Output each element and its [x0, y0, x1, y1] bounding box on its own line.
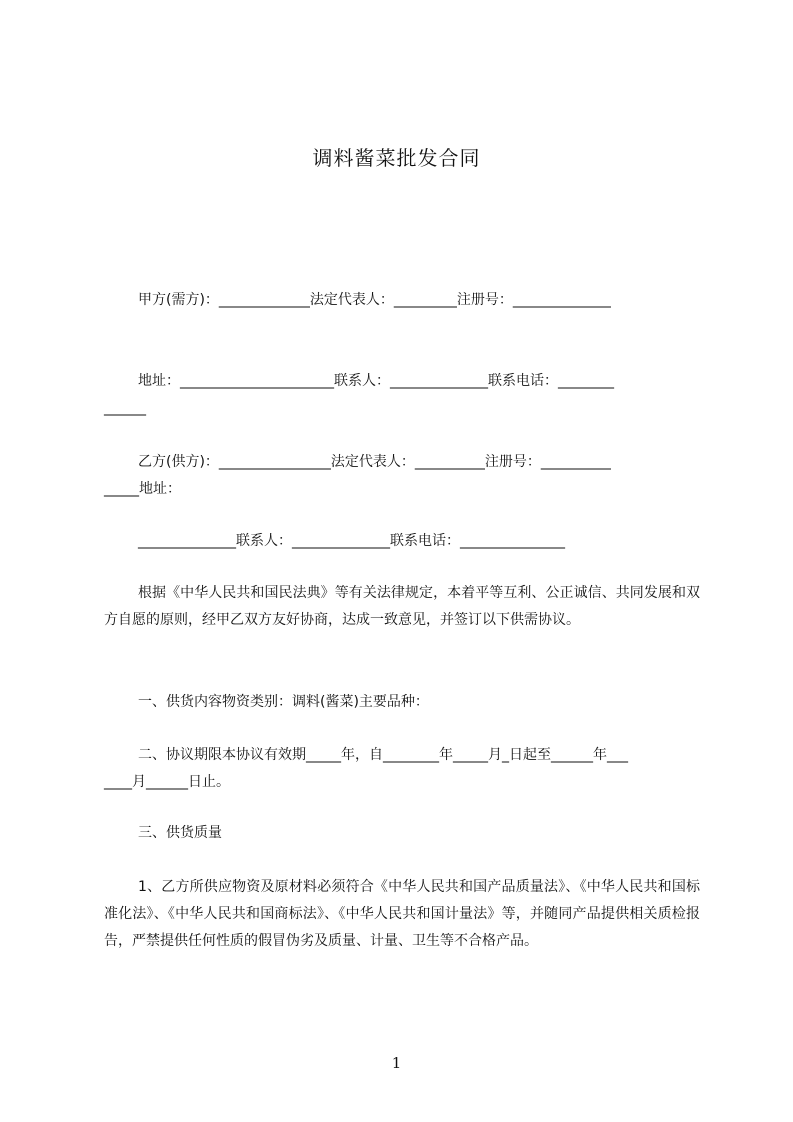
- address-a-line: 地址：______________________联系人：______________联系电话：________: [138, 373, 614, 389]
- preamble-paragraph: 根据《中华人民共和国民法典》等有关法律规定，本着平等互利、公正诚信、共同发展和双方自愿的原则，经甲乙双方友好协商，达成一致意见，并签订以下供需协议。: [104, 585, 700, 628]
- section-1-heading: 一、供货内容物资类别：调料(酱菜)主要品种：: [138, 694, 429, 710]
- document-title: 调料酱菜批发合同: [312, 146, 481, 170]
- address-a-line-continued: ______: [104, 400, 146, 416]
- party-b-line-continued: _____地址：: [104, 481, 181, 497]
- section-2-line-continued: ____月______日止。: [104, 774, 230, 790]
- page-number: 1: [391, 1054, 402, 1072]
- party-a-line: 甲方(需方)：_____________法定代表人：_________注册号：______________: [138, 292, 611, 308]
- party-b-line: 乙方(供方)：________________法定代表人：__________注册号：__________: [138, 454, 611, 470]
- clause-1-paragraph: 1、乙方所供应物资及原材料必须符合《中华人民共和国产品质量法》、《中华人民共和国标准化法》、《中华人民共和国商标法》、《中华人民共和国计量法》等，并随同产品提供相关质检报告，严禁提供任何性质的假冒伪劣及质量、计量、卫生等不合格产品。: [104, 879, 700, 949]
- contact-b-line: ______________联系人：______________联系电话：_______________: [138, 533, 565, 549]
- section-3-heading: 三、供货质量: [138, 825, 222, 841]
- section-2-line: 二、协议期限本协议有效期_____年，自________年_____月_日起至______年___: [138, 747, 628, 763]
